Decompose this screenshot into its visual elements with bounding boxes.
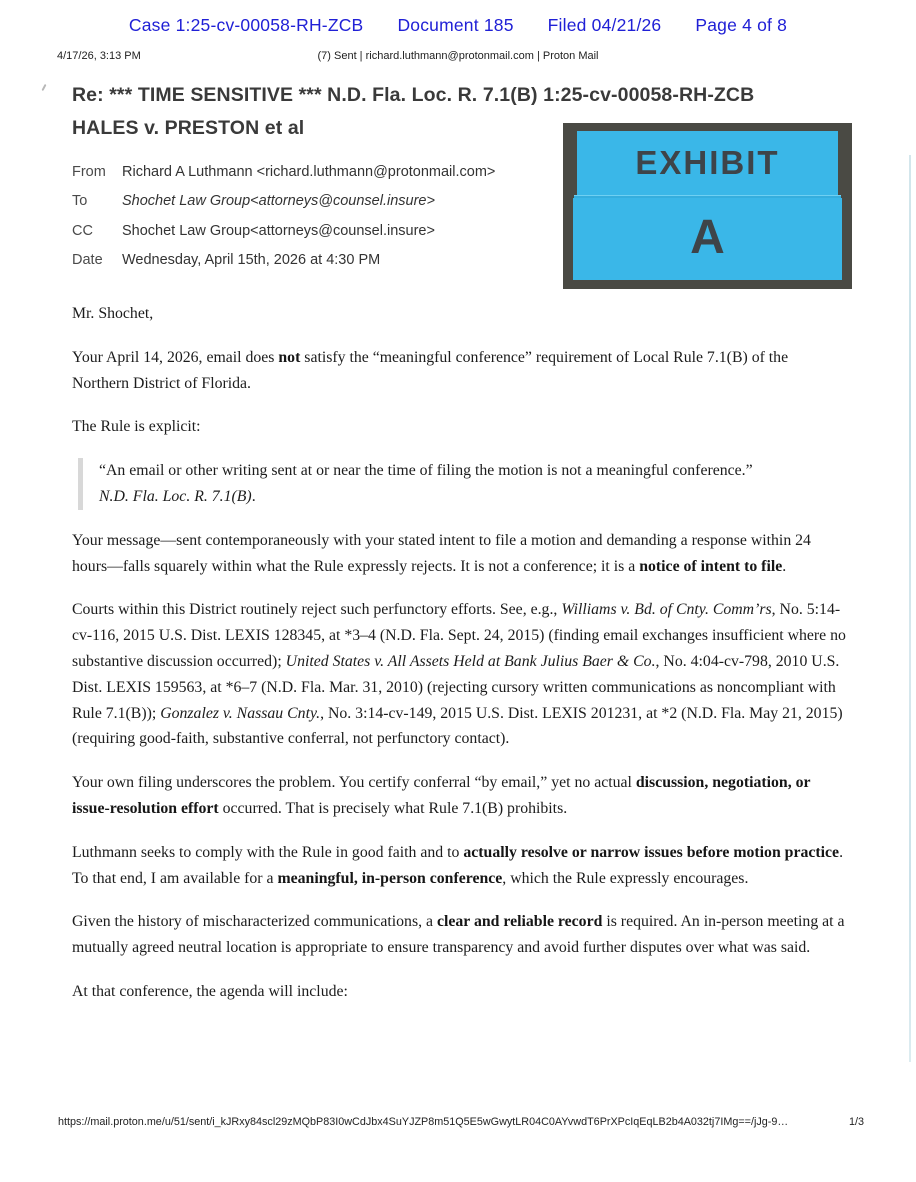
filed-date: Filed 04/21/26 — [547, 15, 662, 35]
email-subject-line1: Re: *** TIME SENSITIVE *** N.D. Fla. Loc. R. 7.1(B) 1:25-cv-00058-RH-ZCB — [72, 84, 755, 106]
exhibit-stamp-bottom — [573, 198, 842, 280]
body-paragraph: Mr. Shochet, — [72, 305, 154, 322]
scan-artifact-speck — [41, 84, 46, 91]
print-footer — [58, 1116, 864, 1128]
print-footer-url: https://mail.proton.me/u/51/sent/i_kJRxy84scl29zMQbP83I0wCdJbx4SuYJZP8m51Q5E5wGwytLR04C0AYvwdT6PrXPcIqEqLB2b4A032tj7IMg==/jJg-9… — [58, 1116, 789, 1128]
exhibit-stamp-top — [577, 131, 838, 195]
email-field-value: Shochet Law Group<attorneys@counsel.insure> — [122, 193, 435, 210]
case-number: Case 1:25-cv-00058-RH-ZCB — [128, 15, 364, 35]
rule-quote-block: “An email or other writing sent at or near the time of filing the motion is not a meaningful conference.” N.D. Fla. Loc. R. 7.1(B). — [78, 458, 778, 510]
body-paragraph: The Rule is explicit: — [72, 418, 201, 436]
email-field-label: From — [72, 163, 106, 180]
print-page-title: (7) Sent | richard.luthmann@protonmail.com | Proton Mail — [317, 50, 599, 62]
exhibit-stamp-label: EXHIBIT — [635, 144, 780, 181]
email-field-label: CC — [72, 222, 93, 239]
body-paragraph: Luthmann seeks to comply with the Rule in good faith and to actually resolve or narrow issues before motion practice. To that end, I am available for a meaningful, in-person conference, which the Rule expressly encourages. — [72, 843, 844, 887]
print-footer-page-indicator: 1/3 — [848, 1116, 864, 1128]
email-header-fields — [72, 157, 552, 275]
email-field-label: To — [72, 193, 88, 210]
email-field-row-date — [72, 246, 552, 276]
exhibit-stamp-letter: A — [690, 210, 725, 264]
body-paragraph: Given the history of mischaracterized communications, a clear and reliable record is required. An in-person meeting at a mutually agreed neutral location is appropriate to ensure transparency and avoid further disputes over what was said. — [72, 913, 845, 957]
email-subject-line2: HALES v. PRESTON et al — [72, 117, 305, 139]
body-paragraph: Your April 14, 2026, email does not satisfy the “meaningful conference” requirement of Local Rule 7.1(B) of the Northern District of Florida. — [72, 348, 789, 392]
email-field-row-to — [72, 187, 552, 217]
body-paragraph: Courts within this District routinely reject such perfunctory efforts. See, e.g., Williams v. Bd. of Cnty. Comm’rs, No. 5:14-cv-116, 2015 U.S. Dist. LEXIS 128345, at *3–4 (N.D. Fla. Sept. 24, 2015) (finding email exchanges insufficient where no substantive discussion occurred); United States v. All Assets Held at Bank Julius Baer & Co., No. 4:04-cv-798, 2010 U.S. Dist. LEXIS 159563, at *6–7 (N.D. Fla. Mar. 31, 2010) (rejecting cursory written communications as noncompliant with Rule 7.1(B)); Gonzalez v. Nassau Cnty., No. 3:14-cv-149, 2015 U.S. Dist. LEXIS 201231, at *2 (N.D. Fla. May 21, 2015) (requiring good-faith, substantive conferral, not perfunctory contact). — [72, 601, 846, 748]
body-paragraph: At that conference, the agenda will include: — [72, 982, 348, 1000]
court-filing-header — [0, 15, 916, 36]
email-body — [72, 301, 848, 1023]
document-number: Document 185 — [397, 15, 514, 35]
print-meta-row — [0, 50, 916, 66]
email-field-value: Shochet Law Group<attorneys@counsel.insure> — [122, 222, 435, 239]
print-timestamp: 4/17/26, 3:13 PM — [57, 50, 141, 62]
page-number: Page 4 of 8 — [695, 15, 788, 35]
scan-artifact-line — [909, 155, 911, 1062]
email-field-label: Date — [72, 252, 103, 269]
body-paragraph: Your own filing underscores the problem. You certify conferral “by email,” yet no actual discussion, negotiation, or issue-resolution effort occurred. That is precisely what Rule 7.1(B) prohibits. — [72, 774, 811, 817]
email-field-value: Wednesday, April 15th, 2026 at 4:30 PM — [122, 252, 381, 269]
body-paragraph: Your message—sent contemporaneously with your stated intent to file a motion and demanding a response within 24 hours—falls squarely within what the Rule expressly rejects. It is not a conference; it is a notice of intent to file. — [72, 531, 811, 575]
email-field-row-cc — [72, 216, 552, 246]
exhibit-stamp — [563, 123, 852, 289]
email-field-row-from — [72, 157, 552, 187]
email-field-value: Richard A Luthmann <richard.luthmann@protonmail.com> — [122, 163, 496, 180]
